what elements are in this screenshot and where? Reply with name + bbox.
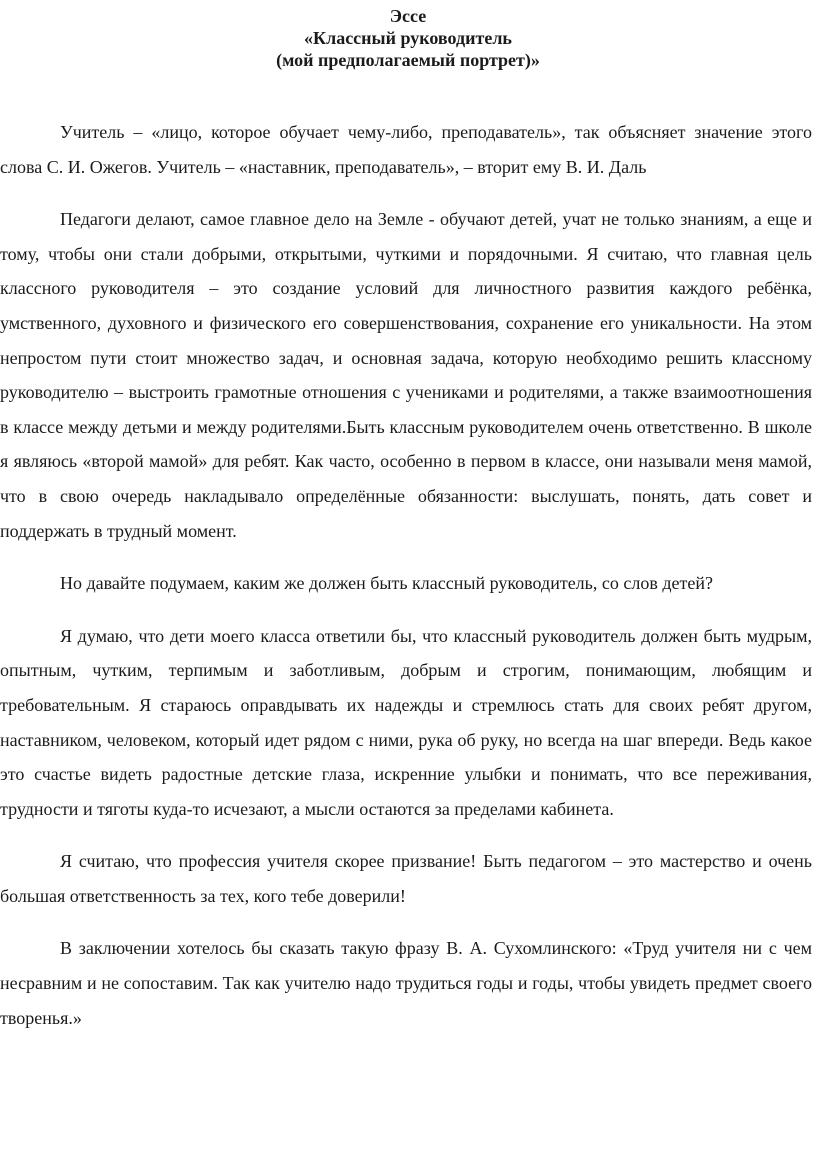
- paragraph-5: Я считаю, что профессия учителя скорее призвание! Быть педагогом – это мастерство и очень большая ответственность за тех, кого тебе доверили!: [0, 851, 812, 906]
- paragraph-4: Я думаю, что дети моего класса ответили бы, что классный руководитель должен быть мудрым, опытным, чутким, терпимым и заботливым, добрым и строгим, понимающим, любящим и требовательным. Я стараюсь оправдывать их надежды и стремлюсь стать для своих ребят другом, наставником, человеком, который идет рядом с ними, рука об руку, но всегда на шаг впереди. Ведь какое это счастье видеть радостные детские глаза, искренние улыбки и понимать, что все переживания, трудности и тяготы куда-то исчезают, а мысли остаются за пределами кабинета.: [0, 625, 812, 819]
- essay-body: [0, 115, 812, 1035]
- paragraph-2: Педагоги делают, самое главное дело на Земле - обучают детей, учат не только знаниям, а еще и тому, чтобы они стали добрыми, открытыми, чуткими и порядочными. Я считаю, что главная цель классного руководителя – это создание условий для личностного развития каждого ребёнка, умственного, духовного и физического его совершенствования, сохранение его уникальности. На этом непростом пути стоит множество задач, и основная задача, которую необходимо решить классному руководителю – выстроить грамотные отношения с учениками и родителями, а также взаимоотношения в классе между детьми и между родителями.Быть классным руководителем очень ответственно. В школе я являюсь «второй мамой» для ребят. Как часто, особенно в первом в классе, они называли меня мамой, что в свою очередь накладывало определённые обязанности: выслушать, понять, дать совет и поддержать в трудный момент.: [0, 209, 812, 541]
- paragraph-1: Учитель – «лицо, которое обучает чему-либо, преподаватель», так объясняет значение этого слова С. И. Ожегов. Учитель – «наставник, преподаватель», – вторит ему В. И. Даль: [0, 122, 812, 177]
- title-line-2: «Классный руководитель: [304, 28, 512, 48]
- paragraph-6: В заключении хотелось бы сказать такую фразу В. А. Сухомлинского: «Труд учителя ни с чем несравним и не сопоставим. Так как учителю надо трудиться годы и годы, чтобы увидеть предмет своего творенья.»: [0, 938, 812, 1028]
- title-line-1: Эссе: [389, 6, 427, 26]
- title-line-3: (мой предполагаемый портрет)»: [276, 50, 540, 70]
- essay-title: [0, 5, 816, 71]
- paragraph-3: Но давайте подумаем, каким же должен быть классный руководитель, со слов детей?: [60, 573, 713, 594]
